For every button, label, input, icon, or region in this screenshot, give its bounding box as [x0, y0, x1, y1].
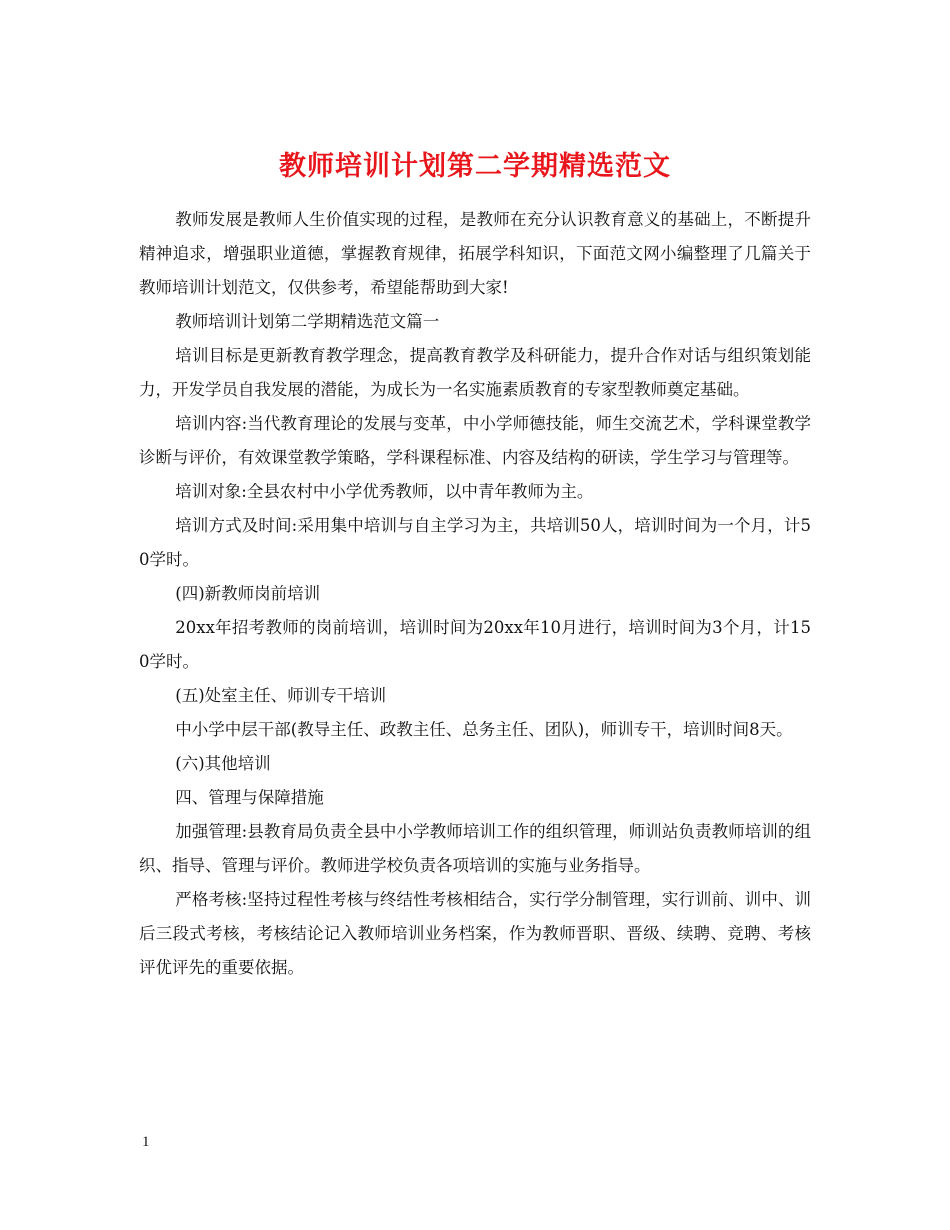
document-title: 教师培训计划第二学期精选范文 [279, 151, 671, 183]
paragraph-training-content: 培训内容:当代教育理论的发展与变革，中小学师德技能，师生交流艺术，学科课堂教学诊断与评价，有效课堂教学策略，学科课程标准、内容及结构的研读，学生学习与管理等。 [139, 414, 811, 467]
page-number: 1 [142, 1134, 150, 1150]
paragraph-training-target: 培训对象:全县农村中小学优秀教师，以中青年教师为主。 [175, 482, 594, 501]
paragraph-strengthen-management: 加强管理:县教育局负责全县中小学教师培训工作的组织管理，师训站负责教师培训的组织、指导、管理与评价。教师进学校负责各项培训的实施与业务指导。 [139, 822, 811, 875]
paragraph-training-method: 培训方式及时间:采用集中培训与自主学习为主，共培训50人，培训时间为一个月，计50学时。 [139, 516, 811, 569]
paragraph-strict-assessment: 严格考核:坚持过程性考核与终结性考核相结合，实行学分制管理，实行训前、训中、训后三段式考核，考核结论记入教师培训业务档案，作为教师晋职、晋级、续聘、竞聘、考核评优评先的重要依据。 [139, 890, 811, 977]
paragraph-heading-directors: (五)处室主任、师训专干培训 [175, 686, 387, 705]
paragraph-training-goal: 培训目标是更新教育教学理念，提高教育教学及科研能力，提升合作对话与组织策划能力，开发学员自我发展的潜能，为成长为一名实施素质教育的专家型教师奠定基础。 [139, 346, 811, 399]
paragraph-new-teacher-training: 20xx年招考教师的岗前培训，培训时间为20xx年10月进行，培训时间为3个月，计150学时。 [139, 618, 811, 671]
paragraph-heading-management: 四、管理与保障措施 [175, 788, 324, 807]
paragraph-heading-new-teacher: (四)新教师岗前培训 [175, 584, 321, 603]
paragraph-heading-other: (六)其他培训 [175, 754, 271, 773]
paragraph-section-heading: 教师培训计划第二学期精选范文篇一 [175, 312, 440, 331]
paragraph-intro: 教师发展是教师人生价值实现的过程，是教师在充分认识教育意义的基础上，不断提升精神追求，增强职业道德，掌握教育规律，拓展学科知识，下面范文网小编整理了几篇关于教师培训计划范文，仅供参考，希望能帮助到大家! [139, 210, 811, 297]
paragraph-directors-training: 中小学中层干部(教导主任、政教主任、总务主任、团队)，师训专干，培训时间8天。 [175, 720, 793, 739]
document-body [139, 203, 811, 985]
